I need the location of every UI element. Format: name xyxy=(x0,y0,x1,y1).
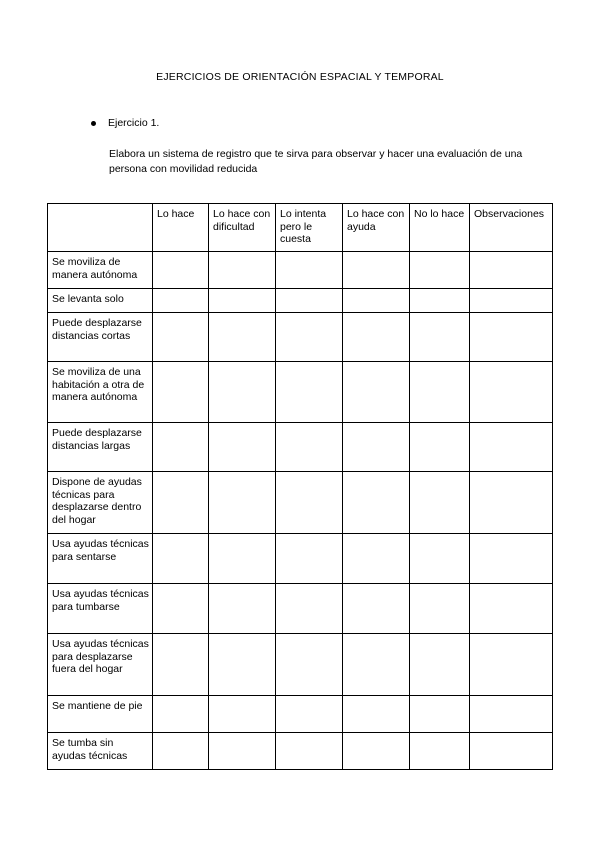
empty-cell[interactable] xyxy=(276,696,343,733)
empty-cell[interactable] xyxy=(276,423,343,472)
row-label: Se moviliza de una habitación a otra de manera autónoma xyxy=(48,362,153,423)
empty-cell[interactable] xyxy=(410,289,470,313)
empty-cell[interactable] xyxy=(410,313,470,362)
empty-cell[interactable] xyxy=(276,289,343,313)
empty-cell[interactable] xyxy=(153,252,209,289)
empty-cell[interactable] xyxy=(276,252,343,289)
evaluation-table xyxy=(47,203,553,770)
empty-cell[interactable] xyxy=(470,362,553,423)
empty-cell[interactable] xyxy=(470,423,553,472)
header-cell xyxy=(48,204,153,252)
table-row xyxy=(48,472,553,534)
empty-cell[interactable] xyxy=(410,472,470,534)
table-row xyxy=(48,733,553,770)
bullet-icon xyxy=(91,121,96,126)
empty-cell[interactable] xyxy=(410,733,470,770)
header-cell: Lo hace con ayuda xyxy=(343,204,410,252)
empty-cell[interactable] xyxy=(410,423,470,472)
empty-cell[interactable] xyxy=(276,634,343,696)
empty-cell[interactable] xyxy=(209,696,276,733)
table-row xyxy=(48,423,553,472)
exercise-heading xyxy=(91,117,159,129)
empty-cell[interactable] xyxy=(209,634,276,696)
empty-cell[interactable] xyxy=(343,472,410,534)
empty-cell[interactable] xyxy=(410,696,470,733)
table-row xyxy=(48,696,553,733)
empty-cell[interactable] xyxy=(209,362,276,423)
empty-cell[interactable] xyxy=(410,584,470,634)
empty-cell[interactable] xyxy=(153,423,209,472)
empty-cell[interactable] xyxy=(343,634,410,696)
row-label: Usa ayudas técnicas para desplazarse fuera del hogar xyxy=(48,634,153,696)
empty-cell[interactable] xyxy=(343,289,410,313)
empty-cell[interactable] xyxy=(343,733,410,770)
empty-cell[interactable] xyxy=(470,472,553,534)
empty-cell[interactable] xyxy=(153,289,209,313)
empty-cell[interactable] xyxy=(276,362,343,423)
table-row xyxy=(48,313,553,362)
row-label: Usa ayudas técnicas para sentarse xyxy=(48,534,153,584)
empty-cell[interactable] xyxy=(343,534,410,584)
empty-cell[interactable] xyxy=(209,289,276,313)
empty-cell[interactable] xyxy=(410,362,470,423)
empty-cell[interactable] xyxy=(276,584,343,634)
empty-cell[interactable] xyxy=(470,289,553,313)
empty-cell[interactable] xyxy=(209,252,276,289)
empty-cell[interactable] xyxy=(153,534,209,584)
row-label: Se mantiene de pie xyxy=(48,696,153,733)
instruction-text: Elabora un sistema de registro que te sirva para observar y hacer una evaluación de una persona con movilidad reducida xyxy=(109,148,523,175)
empty-cell[interactable] xyxy=(470,733,553,770)
empty-cell[interactable] xyxy=(470,584,553,634)
table-row xyxy=(48,362,553,423)
empty-cell[interactable] xyxy=(343,362,410,423)
header-cell: Lo hace con dificultad xyxy=(209,204,276,252)
empty-cell[interactable] xyxy=(276,534,343,584)
empty-cell[interactable] xyxy=(153,634,209,696)
row-label: Puede desplazarse distancias cortas xyxy=(48,313,153,362)
empty-cell[interactable] xyxy=(470,252,553,289)
empty-cell[interactable] xyxy=(410,634,470,696)
table-row xyxy=(48,584,553,634)
empty-cell[interactable] xyxy=(153,472,209,534)
row-label: Se moviliza de manera autónoma xyxy=(48,252,153,289)
table-row xyxy=(48,252,553,289)
exercise-label: Ejercicio 1. xyxy=(108,117,160,129)
row-label: Usa ayudas técnicas para tumbarse xyxy=(48,584,153,634)
header-cell: Lo hace xyxy=(153,204,209,252)
header-cell: Lo intenta pero le cuesta xyxy=(276,204,343,252)
empty-cell[interactable] xyxy=(153,313,209,362)
table-header-row xyxy=(48,204,553,252)
empty-cell[interactable] xyxy=(276,472,343,534)
empty-cell[interactable] xyxy=(209,534,276,584)
table-row xyxy=(48,634,553,696)
empty-cell[interactable] xyxy=(209,423,276,472)
table-row xyxy=(48,534,553,584)
row-label: Puede desplazarse distancias largas xyxy=(48,423,153,472)
empty-cell[interactable] xyxy=(209,472,276,534)
row-label: Se tumba sin ayudas técnicas xyxy=(48,733,153,770)
empty-cell[interactable] xyxy=(343,584,410,634)
empty-cell[interactable] xyxy=(470,696,553,733)
row-label: Dispone de ayudas técnicas para desplazarse dentro del hogar xyxy=(48,472,153,534)
empty-cell[interactable] xyxy=(410,252,470,289)
empty-cell[interactable] xyxy=(343,252,410,289)
empty-cell[interactable] xyxy=(276,733,343,770)
header-cell: Observaciones xyxy=(470,204,553,252)
empty-cell[interactable] xyxy=(209,733,276,770)
empty-cell[interactable] xyxy=(343,313,410,362)
empty-cell[interactable] xyxy=(343,423,410,472)
empty-cell[interactable] xyxy=(153,362,209,423)
page-title: EJERCICIOS DE ORIENTACIÓN ESPACIAL Y TEMPORAL xyxy=(156,71,444,83)
row-label: Se levanta solo xyxy=(48,289,153,313)
empty-cell[interactable] xyxy=(410,534,470,584)
empty-cell[interactable] xyxy=(209,584,276,634)
empty-cell[interactable] xyxy=(153,696,209,733)
empty-cell[interactable] xyxy=(153,733,209,770)
empty-cell[interactable] xyxy=(209,313,276,362)
empty-cell[interactable] xyxy=(276,313,343,362)
empty-cell[interactable] xyxy=(153,584,209,634)
table-row xyxy=(48,289,553,313)
empty-cell[interactable] xyxy=(470,634,553,696)
empty-cell[interactable] xyxy=(470,313,553,362)
header-cell: No lo hace xyxy=(410,204,470,252)
empty-cell[interactable] xyxy=(470,534,553,584)
empty-cell[interactable] xyxy=(343,696,410,733)
